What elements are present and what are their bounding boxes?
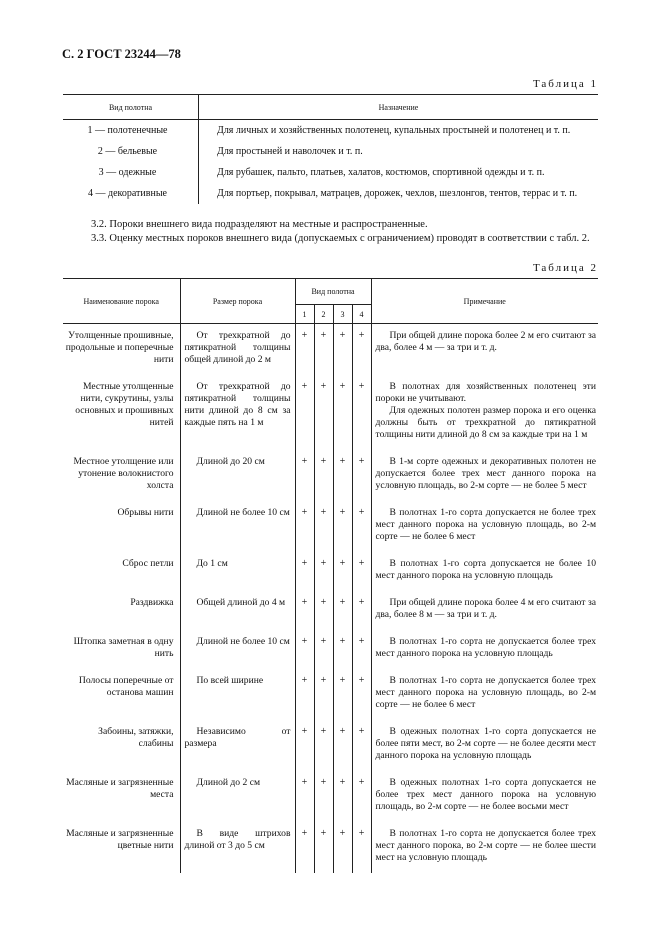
kind-mark-cell: +	[333, 450, 352, 501]
defect-note-cell: При общей длине порока более 4 м его считают за два, более 8 м — за три и т. д.	[375, 597, 597, 620]
kind-mark-cell: +	[295, 669, 314, 720]
kind-mark-cell: +	[314, 822, 333, 873]
kind-mark-cell: +	[352, 450, 371, 501]
defect-size-cell: От трехкратной до пятикратной толщины нити длиной до 8 см за каждые пять на 1 м	[180, 375, 295, 450]
defect-size-cell: Независимо от размера	[180, 720, 295, 771]
defect-size-cell: По всей ширине	[180, 669, 295, 720]
kind-mark-cell: +	[333, 669, 352, 720]
kind-mark-cell: +	[314, 669, 333, 720]
defect-name-cell: Утолщенные прошивные, продольные и поперечные нити	[63, 324, 180, 376]
paragraph-3-2: 3.2. Пороки внешнего вида подразделяют на местные и распространенные.	[91, 219, 428, 230]
defect-name-cell: Забоины, затяжки, слабины	[63, 720, 180, 771]
kind-mark-cell: +	[333, 324, 352, 376]
kind-mark-cell: +	[295, 771, 314, 822]
kind-mark-cell: +	[333, 552, 352, 591]
kind-mark-cell: +	[333, 822, 352, 873]
table2-row	[63, 324, 598, 376]
defect-size-cell: Общей длиной до 4 м	[180, 591, 295, 630]
table2-row	[63, 552, 598, 591]
kind-mark-cell: +	[295, 822, 314, 873]
table2-row	[63, 591, 598, 630]
table2-row	[63, 822, 598, 873]
table2	[63, 278, 598, 873]
table1-header-purpose: Назначение	[199, 95, 599, 120]
defect-note-cell: В одежных полотнах 1-го сорта допускается не более пяти мест, во 2-м сорте — не более десяти мест данного порока на условную площадь	[375, 726, 597, 761]
kind-mark-cell: +	[314, 450, 333, 501]
defect-name-cell: Масляные и загрязненные цветные нити	[63, 822, 180, 873]
defect-note-cell: В полотнах 1-го сорта не допускается более трех мест данного порока на условную площадь, во 2-м сорте — не более 6 мест	[375, 675, 597, 710]
table2-row	[63, 630, 598, 669]
table1	[63, 94, 598, 204]
defect-size-cell: До 1 см	[180, 552, 295, 591]
defect-note-cell: В полотнах 1-го сорта допускается не более трех мест данного порока на условную площадь, во 2-м сорте — не более 6 мест	[375, 507, 597, 542]
defect-note-cell: В полотнах 1-го сорта не допускается более трех мест данного порока на условную площадь	[375, 636, 597, 659]
defect-size-cell: От трехкратной до пятикратной толщины общей длиной до 2 м	[180, 324, 295, 376]
defect-name-cell: Сброс петли	[63, 552, 180, 591]
table1-row	[63, 120, 598, 142]
defect-name-cell: Полосы поперечные от останова машин	[63, 669, 180, 720]
table2-header-kind: Вид полотна	[295, 279, 371, 305]
kind-mark-cell: +	[352, 552, 371, 591]
table2-header-name: Наименование порока	[63, 279, 180, 324]
table2-row	[63, 669, 598, 720]
table2-kind-number: 1	[295, 305, 314, 324]
table1-kind-cell: 2 — бельевые	[63, 141, 199, 162]
kind-mark-cell: +	[352, 771, 371, 822]
kind-mark-cell: +	[295, 591, 314, 630]
table1-purpose-cell: Для простыней и наволочек и т. п.	[217, 146, 363, 157]
kind-mark-cell: +	[333, 591, 352, 630]
kind-mark-cell: +	[295, 324, 314, 376]
defect-name-cell: Местные утолщенные нити, сукрутины, узлы основных и прошивных нитей	[63, 375, 180, 450]
kind-mark-cell: +	[352, 720, 371, 771]
table2-kind-number: 4	[352, 305, 371, 324]
table1-kind-cell: 1 — полотенечные	[63, 120, 199, 142]
kind-mark-cell: +	[352, 591, 371, 630]
kind-mark-cell: +	[352, 324, 371, 376]
table2-row	[63, 375, 598, 450]
kind-mark-cell: +	[333, 720, 352, 771]
table1-header-kind: Вид полотна	[63, 95, 199, 120]
defect-size-cell: Длиной не более 10 см	[180, 501, 295, 552]
kind-mark-cell: +	[352, 669, 371, 720]
table1-label: Таблица 1	[532, 78, 598, 90]
kind-mark-cell: +	[352, 501, 371, 552]
table1-purpose-cell: Для портьер, покрывал, матрацев, дорожек, чехлов, шезлонгов, тентов, террас и т. п.	[217, 188, 578, 199]
kind-mark-cell: +	[333, 375, 352, 450]
kind-mark-cell: +	[295, 450, 314, 501]
table1-row	[63, 162, 598, 183]
kind-mark-cell: +	[295, 552, 314, 591]
kind-mark-cell: +	[295, 501, 314, 552]
kind-mark-cell: +	[314, 591, 333, 630]
defect-name-cell: Обрывы нити	[63, 501, 180, 552]
defect-name-cell: Местное утолщение или утонение волокнистого холста	[63, 450, 180, 501]
defect-note-cell: В одежных полотнах 1-го сорта допускается не более трех мест данного порока на условную площадь, во 2-м сорте — не более восьми мест	[375, 777, 597, 812]
defect-size-cell: Длиной до 20 см	[180, 450, 295, 501]
kind-mark-cell: +	[295, 720, 314, 771]
kind-mark-cell: +	[314, 720, 333, 771]
kind-mark-cell: +	[314, 771, 333, 822]
table1-kind-cell: 4 — декоративные	[63, 183, 199, 204]
table2-header-size: Размер порока	[180, 279, 295, 324]
kind-mark-cell: +	[295, 630, 314, 669]
table1-purpose-cell: Для личных и хозяйственных полотенец, купальных простыней и полотенец и т. п.	[217, 125, 571, 136]
kind-mark-cell: +	[295, 375, 314, 450]
table2-row	[63, 450, 598, 501]
defect-note-cell: В полотнах 1-го сорта допускается не более 10 мест данного порока на условную площадь	[375, 558, 597, 581]
table1-kind-cell: 3 — одежные	[63, 162, 199, 183]
kind-mark-cell: +	[314, 324, 333, 376]
kind-mark-cell: +	[352, 375, 371, 450]
defect-note-cell: В 1-м сорте одежных и декоративных полотен не допускается более трех мест данного порока на условную площадь, во 2-м сорте — не более 5 мест	[375, 456, 597, 491]
defect-size-cell: В виде штрихов длиной от 3 до 5 см	[180, 822, 295, 873]
table2-kind-number: 2	[314, 305, 333, 324]
defect-size-cell: Длиной до 2 см	[180, 771, 295, 822]
kind-mark-cell: +	[333, 501, 352, 552]
table1-purpose-cell: Для рубашек, пальто, платьев, халатов, костюмов, спортивной одежды и т. п.	[217, 167, 545, 178]
defect-name-cell: Штопка заметная в одну нить	[63, 630, 180, 669]
paragraph-3-3: 3.3. Оценку местных пороков внешнего вида (допускаемых с ограничением) проводят в соответствии с табл. 2.	[91, 233, 590, 244]
table2-row	[63, 720, 598, 771]
table2-row	[63, 771, 598, 822]
page-header: С. 2 ГОСТ 23244—78	[62, 47, 181, 61]
kind-mark-cell: +	[352, 630, 371, 669]
defect-note-cell: В полотнах для хозяйственных полотенец эти пороки не учитывают. Для одежных полотен размер порока и его оценка должны быть от трехкратной до пятикратной толщины нити длиной до 8 см за каждые три на 1 м	[375, 381, 597, 440]
defect-note-cell: При общей длине порока более 2 м его считают за два, более 4 м — за три и т. д.	[375, 330, 597, 353]
table2-kind-number: 3	[333, 305, 352, 324]
kind-mark-cell: +	[352, 822, 371, 873]
kind-mark-cell: +	[333, 630, 352, 669]
table1-row	[63, 183, 598, 204]
defect-note-cell: В полотнах 1-го сорта не допускается более трех мест данного порока, во 2-м сорте — не более шести мест на условную площадь	[375, 828, 597, 863]
kind-mark-cell: +	[314, 630, 333, 669]
kind-mark-cell: +	[314, 375, 333, 450]
kind-mark-cell: +	[314, 501, 333, 552]
defect-name-cell: Масляные и загрязненные места	[63, 771, 180, 822]
kind-mark-cell: +	[314, 552, 333, 591]
kind-mark-cell: +	[333, 771, 352, 822]
table2-row	[63, 501, 598, 552]
table2-label: Таблица 2	[532, 262, 598, 274]
defect-name-cell: Раздвижка	[63, 591, 180, 630]
defect-size-cell: Длиной не более 10 см	[180, 630, 295, 669]
table2-header-note: Примечание	[371, 279, 598, 324]
table1-row	[63, 141, 598, 162]
